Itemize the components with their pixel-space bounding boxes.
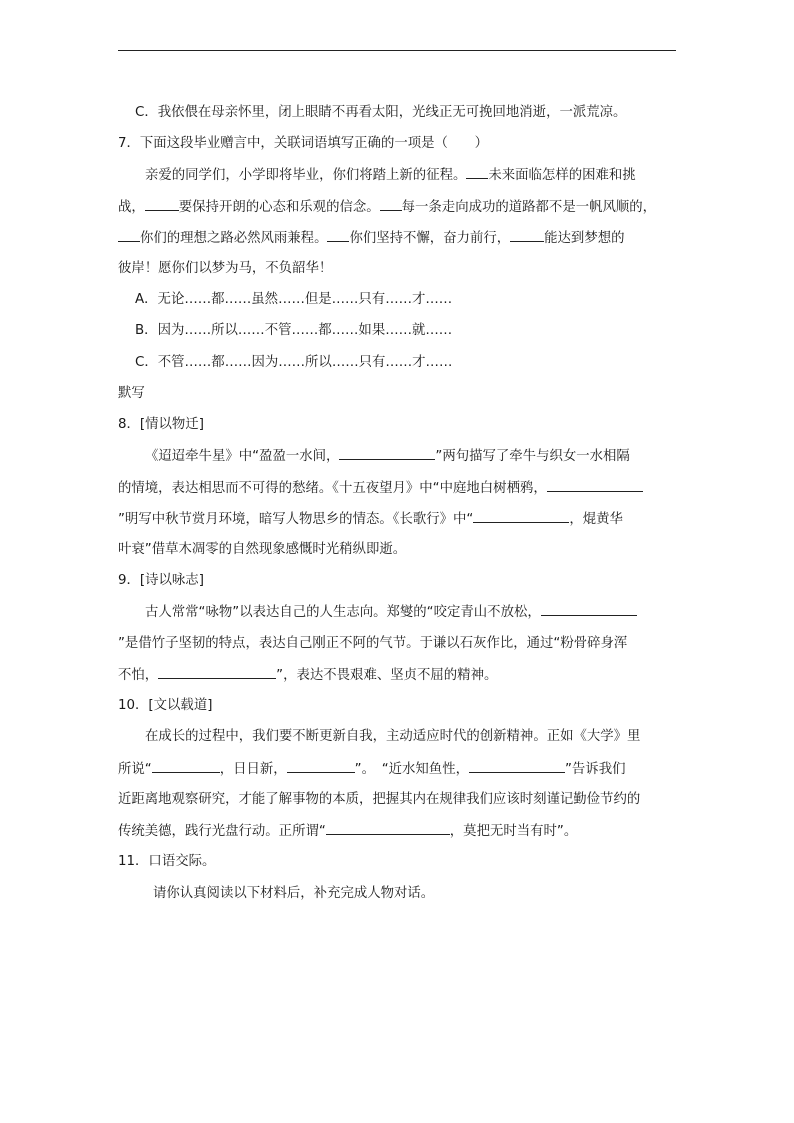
q11-title: 11．口语交际。 [118, 854, 216, 869]
q7-paragraph-line-4: 彼岸！愿你们以梦为马，不负韶华！ [118, 261, 333, 276]
answer-blank[interactable] [466, 166, 488, 179]
answer-blank[interactable] [339, 447, 435, 460]
q7-option-a[interactable]: A．无论……都……虽然……但是……只有……才…… [135, 292, 453, 307]
answer-blank[interactable] [510, 229, 544, 242]
q7-stem: 7．下面这段毕业赠言中，关联词语填写正确的一项是（ ） [118, 136, 489, 151]
q8-line-1: 《迢迢牵牛星》中“盈盈一水间， ”两句描写了牵牛与织女一水相隔 [145, 449, 630, 464]
answer-blank[interactable] [473, 510, 569, 523]
q7-option-c[interactable]: C．不管……都……因为……所以……只有……才…… [135, 355, 453, 370]
answer-blank[interactable] [118, 229, 140, 242]
q7-option-b[interactable]: B．因为……所以……不管……都……如果……就…… [135, 323, 453, 338]
answer-blank[interactable] [327, 229, 349, 242]
answer-blank[interactable] [469, 760, 565, 773]
q9-line-2: ”是借竹子坚韧的特点，表达自己刚正不阿的气节。于谦以石灰作比，通过“粉骨碎身浑 [118, 636, 628, 651]
answer-blank[interactable] [145, 198, 179, 211]
answer-blank[interactable] [326, 822, 450, 835]
q10-line-3: 近距离地观察研究，才能了解事物的本质，把握其内在规律我们应该时刻谨记勤俭节约的 [118, 792, 641, 807]
q6-option-c: C．我依偎在母亲怀里，闭上眼睛不再看太阳，光线正无可挽回地消逝，一派荒凉。 [135, 105, 627, 120]
q8-title: 8．[情以物迁] [118, 417, 204, 432]
answer-blank[interactable] [380, 198, 402, 211]
q11-instruction: 请你认真阅读以下材料后，补充完成人物对话。 [153, 886, 435, 901]
answer-blank[interactable] [541, 603, 637, 616]
q10-title: 10．[文以载道] [118, 698, 213, 713]
section-title: 默写 [118, 386, 145, 401]
q10-line-4: 传统美德，践行光盘行动。正所谓“ ，莫把无时当有时”。 [118, 824, 578, 839]
q8-line-4: 叶衰”借草木凋零的自然现象感慨时光稍纵即逝。 [118, 542, 407, 557]
header-rule [118, 50, 676, 51]
q7-paragraph-line-2: 战， 要保持开朗的心态和乐观的信念。 每一条走向成功的道路都不是一帆风顺的， [118, 200, 657, 215]
answer-blank[interactable] [152, 760, 220, 773]
q7-paragraph-line-3: 你们的理想之路必然风雨兼程。 你们坚持不懈，奋力前行， 能达到梦想的 [118, 229, 625, 248]
q8-line-2: 的情境，表达相思而不可得的愁绪。《十五夜望月》中“中庭地白树栖鸦， [118, 479, 643, 498]
q9-line-1: 古人常常“咏物”以表达自己的人生志向。郑燮的“咬定青山不放松， [145, 603, 637, 622]
q10-line-1: 在成长的过程中，我们要不断更新自我，主动适应时代的创新精神。正如《大学》里 [145, 729, 641, 744]
answer-blank[interactable] [287, 760, 355, 773]
q7-paragraph-line-1: 亲爱的同学们，小学即将毕业，你们将踏上新的征程。 未来面临怎样的困难和挑 [145, 168, 636, 183]
answer-blank[interactable] [547, 479, 643, 492]
q10-line-2: 所说“ ，日日新， ”。 “近水知鱼性， ”告诉我们 [118, 762, 626, 777]
answer-blank[interactable] [158, 666, 276, 679]
q9-line-3: 不怕， ”，表达不畏艰难、坚贞不屈的精神。 [118, 668, 498, 683]
q9-title: 9．[诗以咏志] [118, 573, 204, 588]
q8-line-3: ”明写中秋节赏月环境，暗写人物思乡的情态。《长歌行》中“ ，焜黄华 [118, 512, 623, 527]
